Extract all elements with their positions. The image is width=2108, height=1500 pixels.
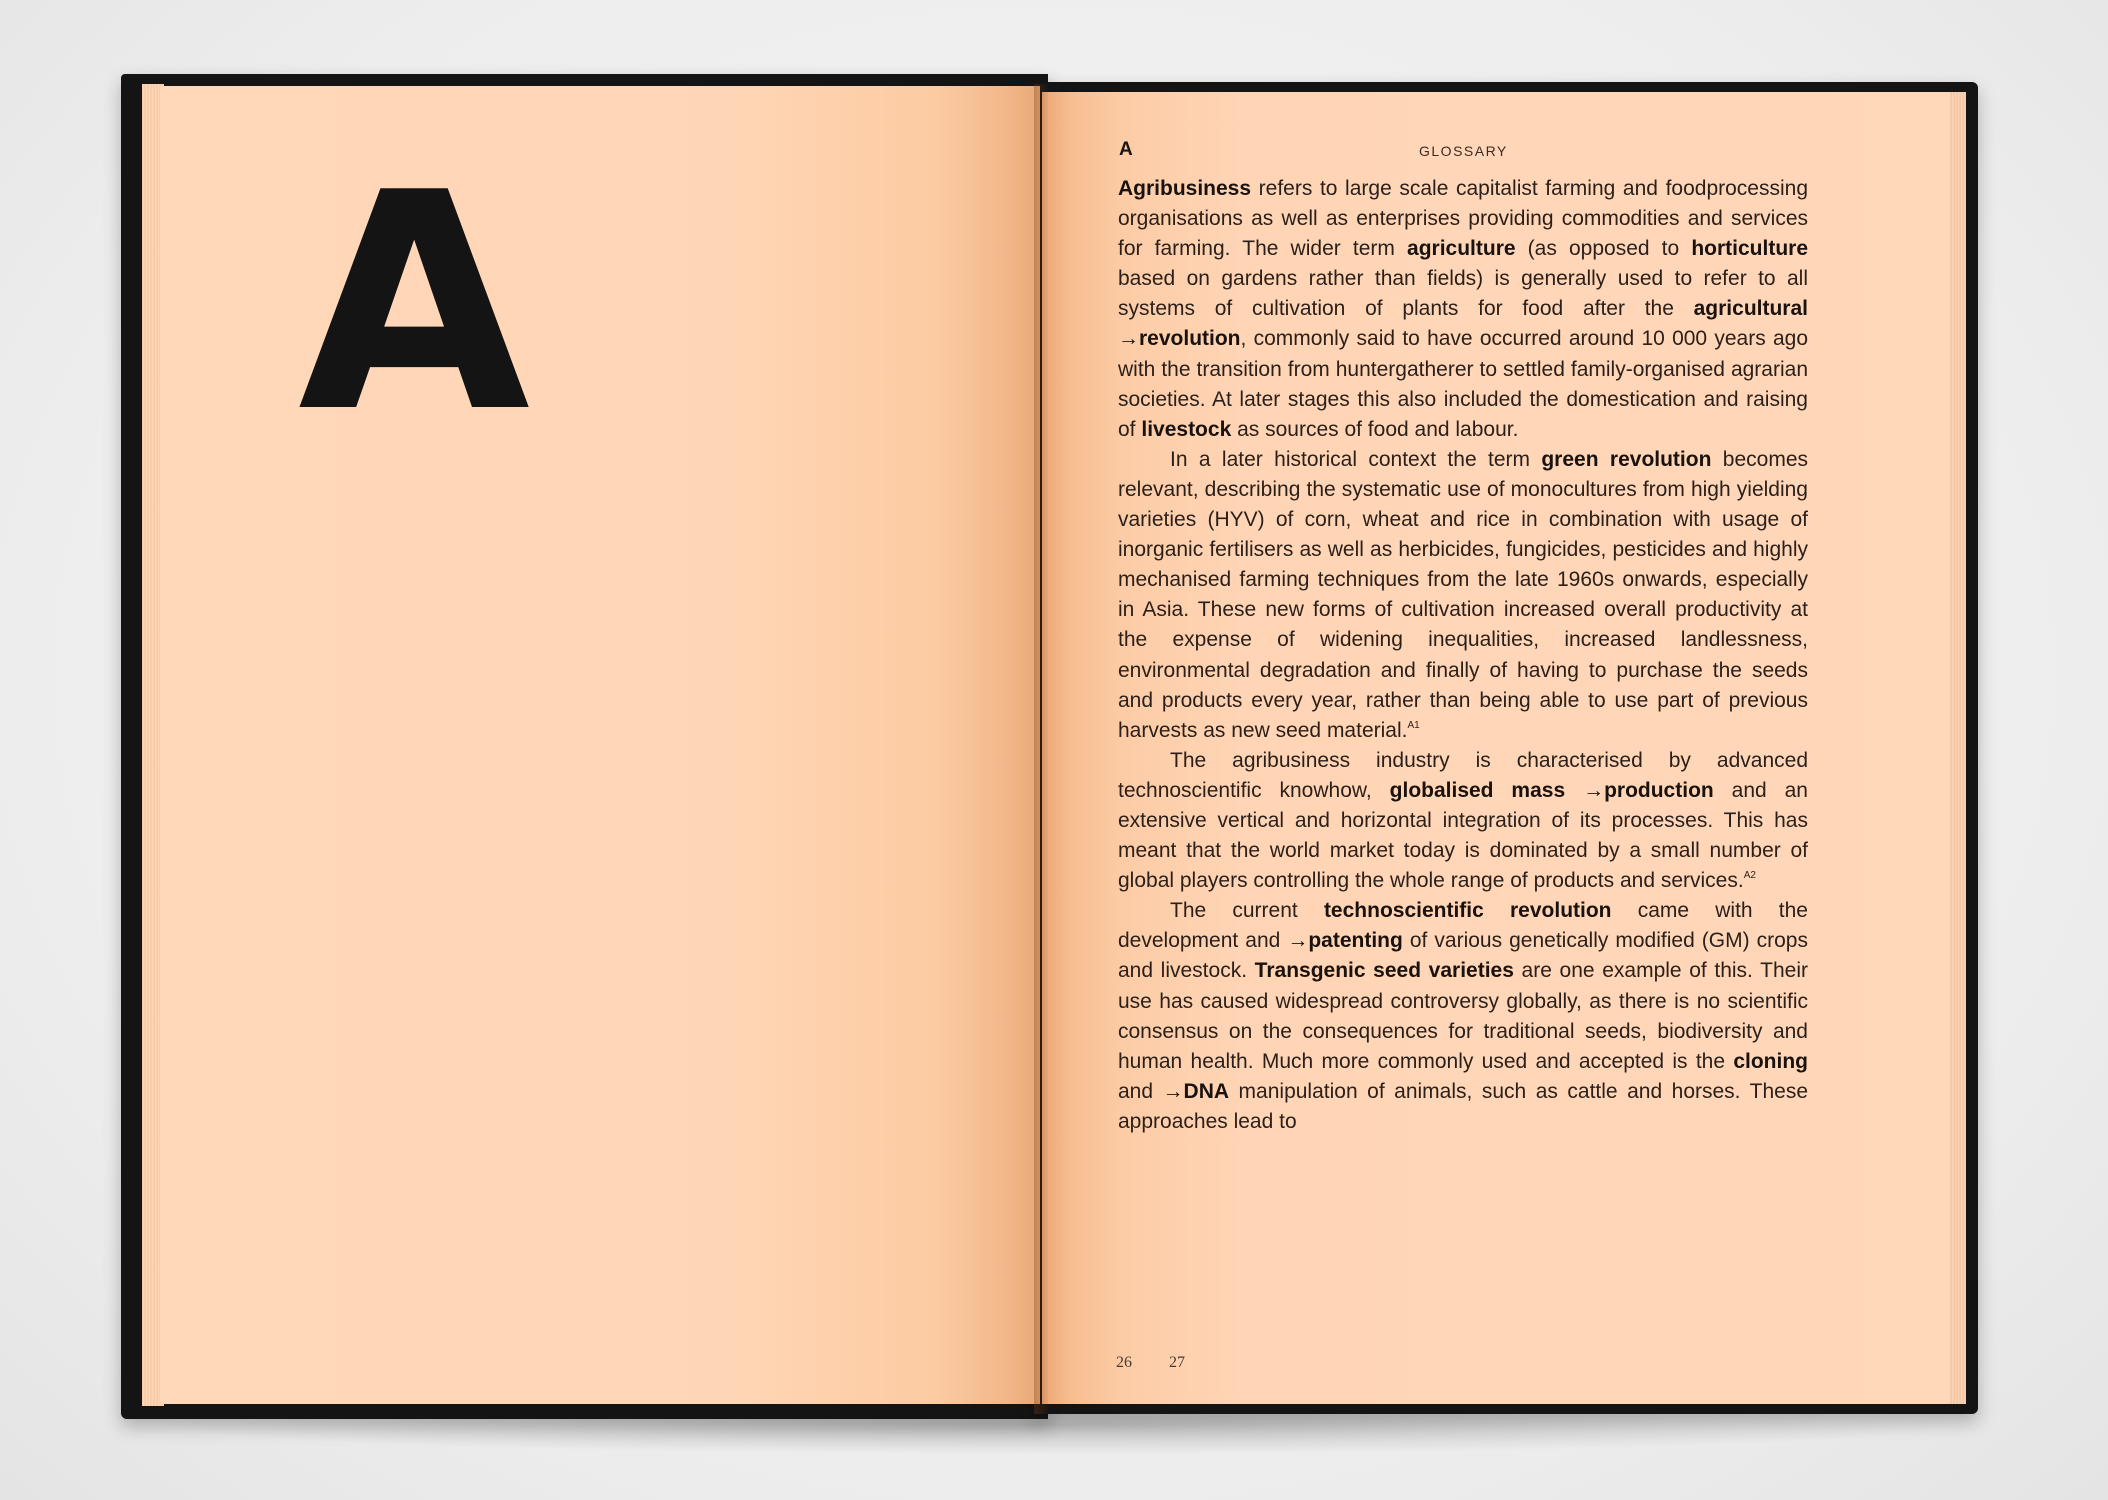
glossary-term: Agribusiness [1118,177,1252,200]
glossary-paragraph [1118,746,1808,896]
glossary-term: livestock [1141,417,1232,441]
glossary-text: The current [1170,899,1324,923]
glossary-term: agriculture [1407,237,1516,261]
glossary-text: manipulation of animals, such as cattle and horses. These approaches lead to [1118,1079,1808,1133]
footnote-reference: A1 [1407,719,1420,731]
glossary-text: and [1118,1079,1163,1103]
glossary-body-text [1118,174,1808,1137]
footnote-reference: A2 [1743,870,1756,882]
glossary-term: horticulture [1691,237,1808,261]
glossary-text: The agribusiness industry is characterised by advanced technoscientific knowhow, [1118,748,1808,802]
section-letter: A [298,129,531,478]
glossary-text: and an extensive vertical and horizontal integration of its processes. This has meant that the world market today is dominated by a small number of global players controlling the whole range of products and services. [1118,778,1808,893]
glossary-paragraph [1118,174,1808,445]
left-page [160,86,1040,1404]
glossary-text: refers to large scale capitalist farming and foodprocessing organisations as well as enterprises providing commodities and services for farming. The wider term [1118,177,1808,261]
glossary-term: cloning [1733,1049,1808,1073]
glossary-text: , commonly said to have occurred around 10 000 years ago with the transition from huntergatherer to settled family-organised agrarian societies. At later stages this also included the domestication and raising of [1118,327,1808,441]
glossary-text: as sources of food and labour. [1231,417,1519,441]
glossary-text: are one example of this. Their use has caused widespread controversy globally, as there is no scientific consensus on the consequences for traditional seeds, biodiversity and human health. Much more commonly used and accepted is the [1118,959,1808,1073]
running-head-letter: A [1119,139,1133,160]
glossary-text: based on gardens rather than fields) is generally used to refer to all systems of cultivation of plants for food after the [1118,267,1808,321]
glossary-term: technoscientific revolution [1323,899,1612,923]
running-head-section: GLOSSARY [1419,143,1508,159]
glossary-text: came with the development and [1118,899,1808,953]
glossary-term: globalised mass →production [1389,778,1714,802]
page-number-right: 27 [1169,1354,1185,1371]
glossary-paragraph [1118,896,1808,1137]
book-gutter [1034,84,1048,1414]
glossary-text: becomes relevant, describing the systematic use of monocultures from high yielding varieties (HYV) of corn, wheat and rice in combination with usage of inorganic fertilisers as well as herbicides, fungicides, pesticides and highly mechanised farming techniques from the late 1960s onwards, especially in Asia. These new forms of cultivation increased overall productivity at the expense of widening inequalities, increased landlessness, environmental degradation and finally of having to purchase the seeds and products every year, rather than being able to use part of previous harvests as new seed material. [1118,447,1808,742]
glossary-paragraph [1118,445,1808,746]
glossary-term: Transgenic seed varieties [1254,959,1514,983]
glossary-text: of various genetically modified (GM) crops and livestock. [1118,929,1808,983]
page-number-left: 26 [1116,1354,1132,1371]
glossary-term: →DNA [1162,1079,1230,1103]
glossary-term: →patenting [1287,929,1403,953]
glossary-text: In a later historical context the term [1170,447,1542,471]
page-edges-right [1948,92,1966,1404]
glossary-text: (as opposed to [1515,237,1692,261]
glossary-term: green revolution [1541,447,1712,471]
glossary-term: agricultural →revolution [1118,297,1808,351]
right-page [1042,92,1950,1404]
